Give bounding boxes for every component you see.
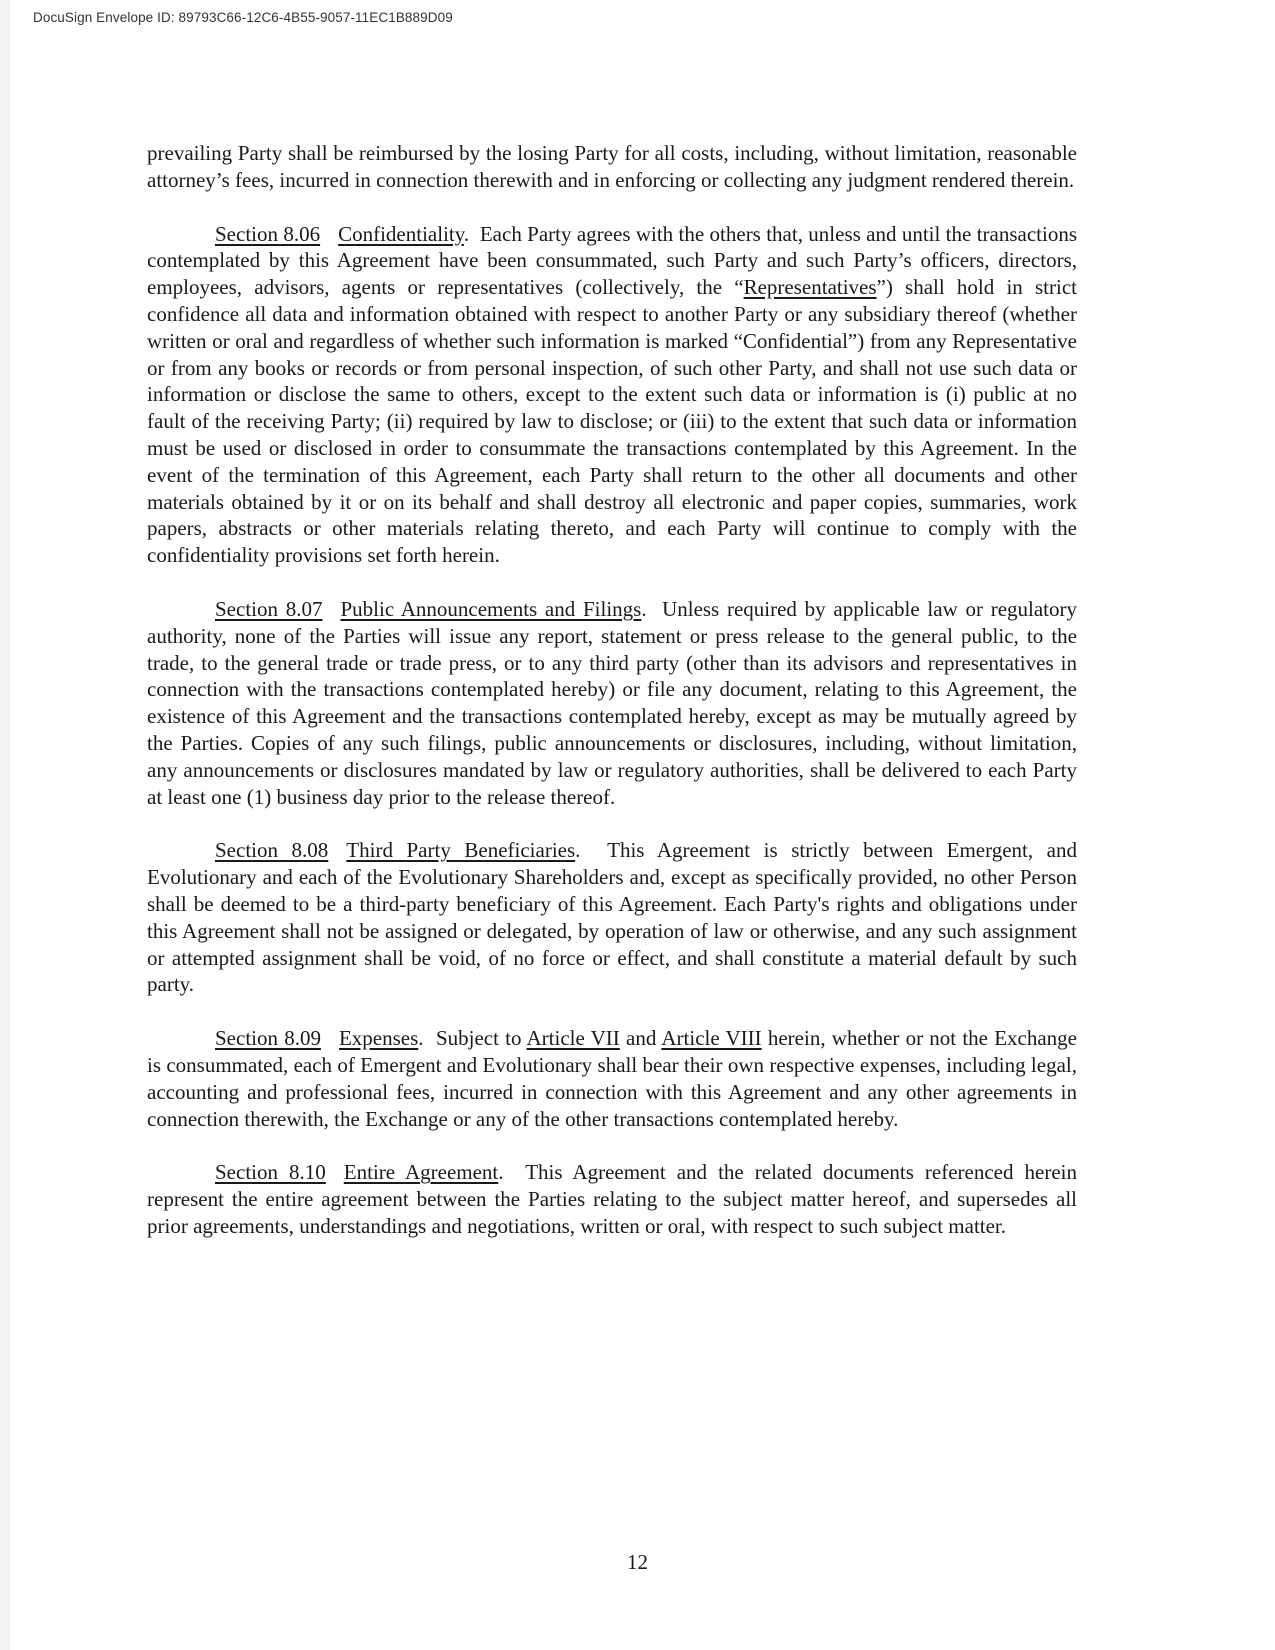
defined-term: Representatives [743,275,877,300]
section-body-part: Each Party agrees with the others that, unless and until the transactions contemplated by this Agreement have been consummated, such Party and such Party’s officers, directors, employees, advisors, agents or representatives (collectively, the “ [147,221,1077,300]
section-title: Public Announcements and Filings [340,596,642,621]
article-reference: Article VIII [661,1026,762,1051]
section-number: Section 8.06 [215,221,321,246]
docusign-envelope-id: DocuSign Envelope ID: 89793C66-12C6-4B55-9057-11EC1B889D09 [33,10,453,25]
section-body: This Agreement and the related documents referenced herein represent the entire agreement between the Parties relating to the subject matter hereof, and supersedes all prior agreements, understandings and negotiations, written or oral, with respect to such subject matter. [147,1160,1078,1238]
section-body-part: Subject to [435,1026,527,1051]
section-8-10-entire-agreement [147,1159,1077,1239]
section-8-07-public-announcements [147,596,1077,810]
section-8-08-third-party-beneficiaries [147,837,1077,998]
section-title: Third Party Beneficiaries [346,838,576,863]
section-title: Entire Agreement [343,1160,499,1185]
section-body: This Agreement is strictly between Emergent, and Evolutionary and each of the Evolutionary Shareholders and, except as specifically provided, no other Person shall be deemed to be a third-party beneficiary of this Agreement. Each Party's rights and obligations under this Agreement shall not be assigned or delegated, by operation of law or otherwise, and any such assignment or attempted assignment shall be void, of no force or effect, and shall constitute a material default by such party. [147,838,1077,997]
document-body [147,140,1077,1267]
page-left-edge [0,0,10,1650]
title-period: . [641,596,663,621]
section-body: Unless required by applicable law or regulatory authority, none of the Parties will issue any report, statement or press release to the general public, to the trade, to the general trade or trade press, or to any third party (other than its advisors and representatives in connection with the transactions contemplated hereby) or file any document, relating to this Agreement, the existence of this Agreement and the transactions contemplated hereby, except as may be mutually agreed by the Parties. Copies of any such filings, public announcements or disclosures, including, without limitation, any announcements or disclosures mandated by law or regulatory authorities, shall be delivered to each Party at least one (1) business day prior to the release thereof. [147,596,1077,809]
section-body-part: herein, whether or not the Exchange is consummated, each of Emergent and Evolutionary shall bear their own respective expenses, including legal, accounting and professional fees, incurred in connection with this Agreement and any other agreements in connection therewith, the Exchange or any of the other transactions contemplated hereby. [147,1026,1077,1131]
section-title: Confidentiality [338,221,464,246]
page-number: 12 [627,1550,648,1574]
title-period: . [575,838,608,863]
section-8-06-confidentiality [147,221,1077,569]
section-number: Section 8.08 [215,838,329,863]
title-period: . [418,1026,436,1051]
paragraph-text: prevailing Party shall be reimbursed by the losing Party for all costs, including, without limitation, reasonable attorney’s fees, incurred in connection therewith and in enforcing or collecting any judgment rendered therein. [147,141,1077,192]
title-period: . [463,221,480,246]
section-body-part: and [619,1026,662,1051]
section-8-09-expenses [147,1025,1077,1132]
section-body-part: ”) shall hold in strict confidence all data and information obtained with respect to another Party or any subsidiary thereof (whether written or oral and regardless of whether such information is marked “Confidential”) from any Representative or from any books or records or from personal inspection, of such other Party, and shall not use such data or information or disclose the same to others, except to the extent such data or information is (i) public at no fault of the receiving Party; (ii) required by law to disclose; or (iii) to the extent that such data or information must be used or disclosed in order to consummate the transactions contemplated by this Agreement. In the event of the termination of this Agreement, each Party shall return to the other all documents and other materials obtained by it or on its behalf and shall destroy all electronic and paper copies, summaries, work papers, abstracts or other materials relating thereto, and each Party will continue to comply with the confidentiality provisions set forth herein. [147,275,1077,568]
section-number: Section 8.07 [215,596,323,621]
title-period: . [498,1160,526,1185]
section-number: Section 8.10 [215,1160,326,1185]
section-title: Expenses [338,1026,419,1051]
section-number: Section 8.09 [215,1026,321,1051]
continuation-paragraph [147,140,1077,194]
article-reference: Article VII [526,1026,620,1051]
